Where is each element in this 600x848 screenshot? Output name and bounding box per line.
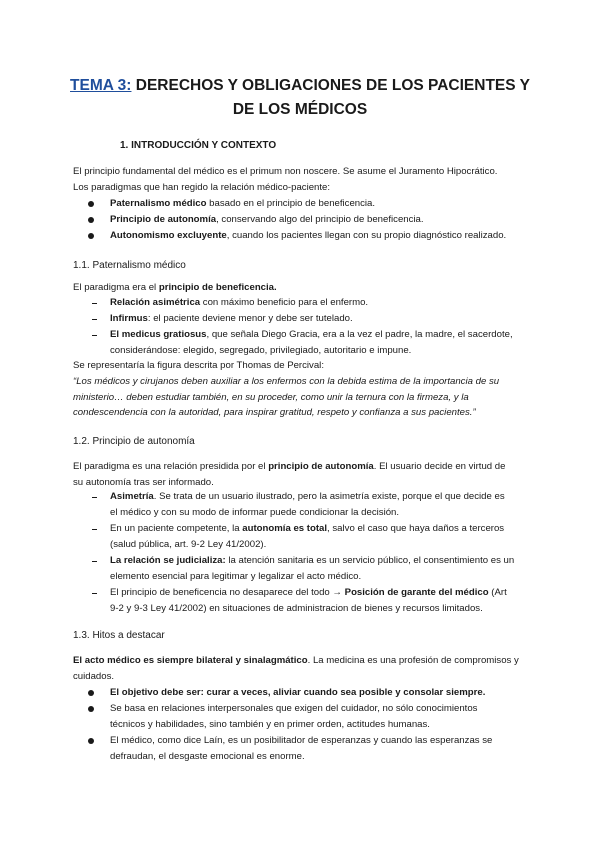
dash-marker (92, 319, 97, 320)
list-item-continuation: el médico y con su modo de informar puede condicionar la decisión. (110, 507, 400, 518)
list-item-continuation: elemento esencial para legitimar y legalizar el acto médico. (110, 571, 362, 582)
list-item: Principio de autonomía, conservando algo del principio de beneficencia. (110, 214, 424, 225)
list-item: El medicus gratiosus, que señala Diego Gracia, era a la vez el padre, la madre, el sacerdote, (110, 329, 513, 340)
list-item: Infirmus: el paciente deviene menor y debe ser tutelado. (110, 313, 353, 324)
section-1-2-intro-line2: su autonomía tras ser informado. (73, 477, 214, 488)
section-1-3-intro-line2: cuidados. (73, 671, 115, 682)
section-1-heading: 1. INTRODUCCIÓN Y CONTEXTO (120, 140, 277, 151)
dash-marker (92, 497, 97, 498)
list-item-continuation: considerándose: elegido, segregado, privilegiado, autoritario e impune. (110, 345, 412, 356)
list-item-continuation: 9-2 y 9-3 Ley 41/2002) en situaciones de administracion de bienes y recursos limitados. (110, 603, 483, 614)
quote-line-2: ministerio… deben estudiar también, en su proceder, como unir la ternura con la firmeza, y la (73, 392, 469, 403)
section-1-2-heading: 1.2. Principio de autonomía (73, 436, 195, 447)
dash-marker (92, 529, 97, 530)
section-1-paragraph-1: El principio fundamental del médico es el primum non noscere. Se asume el Juramento Hipocrático. (73, 166, 498, 177)
bullet-dot (88, 233, 94, 239)
page-title-line2: DE LOS MÉDICOS (232, 101, 368, 118)
section-1-1-intro: El paradigma era el principio de beneficencia. (73, 282, 277, 293)
percival-intro: Se representaría la figura descrita por Thomas de Percival: (73, 360, 324, 371)
list-item: El médico, como dice Laín, es un posibilitador de esperanzas y cuando las esperanzas se (110, 735, 493, 746)
title-line1: DERECHOS Y OBLIGACIONES DE LOS PACIENTES Y (131, 77, 530, 94)
bullet-dot (88, 690, 94, 696)
list-item: La relación se judicializa: la atención sanitaria es un servicio público, el consentimiento es un (110, 555, 515, 566)
list-item: Autonomismo excluyente, cuando los pacientes llegan con su propio diagnóstico realizado. (110, 230, 507, 241)
list-item: El objetivo debe ser: curar a veces, aliviar cuando sea posible y consolar siempre. (110, 687, 486, 698)
dash-marker (92, 561, 97, 562)
list-item: Se basa en relaciones interpersonales que exigen del cuidador, no sólo conocimientos (110, 703, 478, 714)
quote-line-3: condescendencia con la autoridad, para inspirar gratitud, respeto y confianza a sus pacientes.” (73, 407, 476, 418)
section-1-3-heading: 1.3. Hitos a destacar (73, 630, 165, 641)
bullet-dot (88, 738, 94, 744)
bullet-dot (88, 201, 94, 207)
section-1-paragraph-2: Los paradigmas que han regido la relación médico-paciente: (73, 182, 331, 193)
list-item: Paternalismo médico basado en el principio de beneficencia. (110, 198, 376, 209)
list-item: El principio de beneficencia no desaparece del todo → Posición de garante del médico (Art (110, 587, 507, 598)
bullet-dot (88, 706, 94, 712)
section-1-1-heading: 1.1. Paternalismo médico (73, 260, 186, 271)
list-item-continuation: técnicos y habilidades, sino también y en primer orden, actitudes humanas. (110, 719, 430, 730)
list-item-continuation: defraudan, el desgaste emocional es enorme. (110, 751, 305, 762)
list-item: En un paciente competente, la autonomía es total, salvo el caso que haya daños a terceros (110, 523, 505, 534)
list-item: Asimetría. Se trata de un usuario ilustrado, pero la asimetría existe, porque el que decide es (110, 491, 505, 502)
bullet-dot (88, 217, 94, 223)
list-item: Relación asimétrica con máximo beneficio para el enfermo. (110, 297, 369, 308)
dash-marker (92, 593, 97, 594)
list-item-continuation: (salud pública, art. 9-2 Ley 41/2002). (110, 539, 267, 550)
page-title (60, 74, 540, 98)
section-1-2-intro: El paradigma es una relación presidida por el principio de autonomía. El usuario decide en virtud de (73, 461, 506, 472)
quote-line-1: “Los médicos y cirujanos deben auxiliar a los enfermos con la debida estima de la importancia de su (73, 376, 500, 387)
tema-label[interactable]: TEMA 3: (70, 77, 132, 94)
section-1-3-intro: El acto médico es siempre bilateral y sinalagmático. La medicina es una profesión de compromisos y (73, 655, 519, 666)
dash-marker (92, 335, 97, 336)
dash-marker (92, 303, 97, 304)
